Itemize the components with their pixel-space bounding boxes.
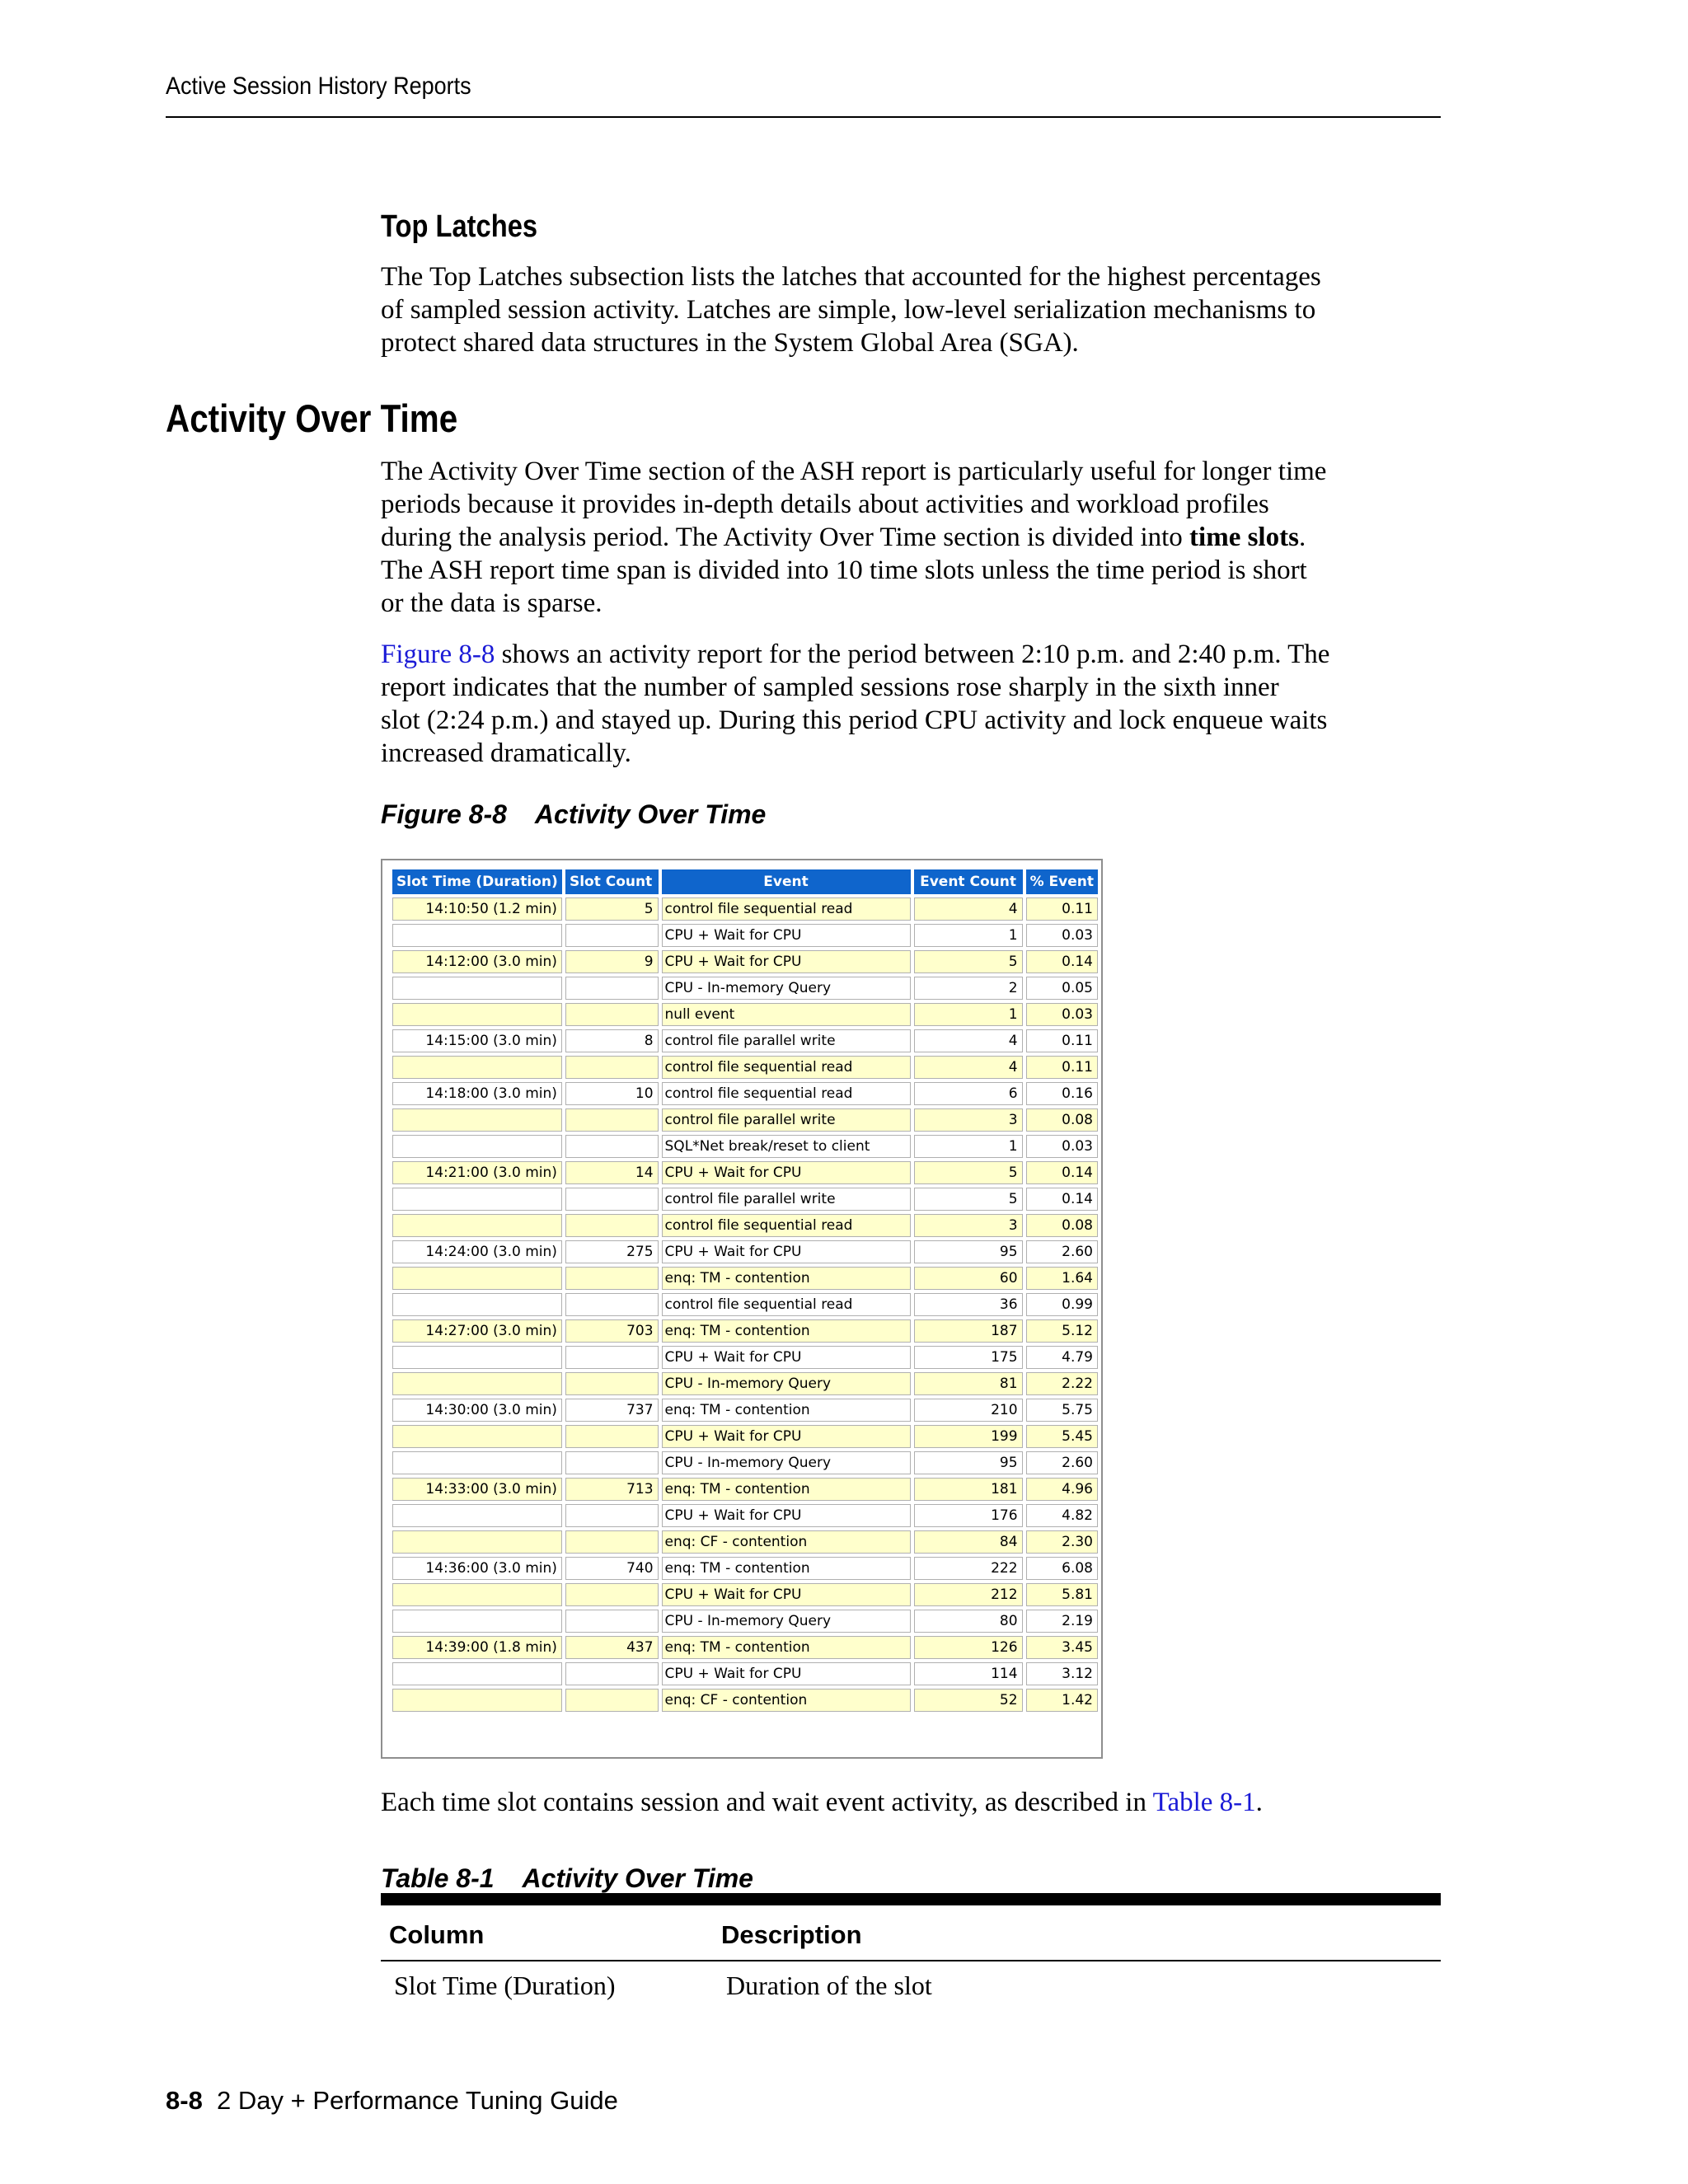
- table-cell-description: Duration of the slot: [726, 1971, 932, 2000]
- text-line: or the data is sparse.: [381, 588, 603, 618]
- event-cell: CPU - In-memory Query: [662, 1610, 911, 1633]
- text-line: The Top Latches subsection lists the latches that accounted for the highest percentages: [381, 262, 1321, 292]
- event-cell: enq: TM - contention: [662, 1636, 911, 1659]
- event-cell: CPU + Wait for CPU: [662, 1662, 911, 1685]
- percent-event-cell: 5.12: [1026, 1319, 1098, 1343]
- table-8-1-link[interactable]: Table 8-1: [1152, 1788, 1256, 1817]
- event-count-cell: 1: [914, 924, 1023, 947]
- slot-count-cell: [565, 1530, 659, 1554]
- event-cell: control file parallel write: [662, 1108, 911, 1132]
- event-cell: control file sequential read: [662, 1214, 911, 1237]
- percent-event-cell: 0.03: [1026, 1135, 1098, 1158]
- slot-time-cell: [392, 1530, 562, 1554]
- slot-count-cell: 10: [565, 1082, 659, 1105]
- slot-time-cell: [392, 1662, 562, 1685]
- event-cell: CPU + Wait for CPU: [662, 950, 911, 973]
- slot-count-cell: [565, 1662, 659, 1685]
- table-row: [392, 1003, 1098, 1026]
- slot-time-cell: [392, 1108, 562, 1132]
- slot-count-cell: [565, 1293, 659, 1316]
- event-cell: enq: TM - contention: [662, 1267, 911, 1290]
- top-latches-heading: Top Latches: [381, 209, 538, 244]
- header-rule: [166, 116, 1441, 118]
- table-row: [392, 1530, 1098, 1554]
- percent-event-cell: 1.42: [1026, 1689, 1098, 1712]
- table-title: Activity Over Time: [522, 1863, 753, 1893]
- slot-time-cell: [392, 1583, 562, 1606]
- event-cell: CPU + Wait for CPU: [662, 1504, 911, 1527]
- event-count-cell: 81: [914, 1372, 1023, 1395]
- slot-time-cell: [392, 1689, 562, 1712]
- percent-event-cell: 3.12: [1026, 1662, 1098, 1685]
- percent-event-cell: 4.79: [1026, 1346, 1098, 1369]
- slot-count-cell: 8: [565, 1029, 659, 1052]
- text-fragment: shows an activity report for the period between 2:10 p.m. and 2:40 p.m. The: [495, 640, 1330, 669]
- table-row: [392, 1267, 1098, 1290]
- event-count-cell: 4: [914, 898, 1023, 921]
- text-fragment: .: [1298, 523, 1306, 552]
- table-row: [392, 1188, 1098, 1211]
- column-header: Event: [662, 869, 911, 894]
- slot-count-cell: [565, 1689, 659, 1712]
- slot-count-cell: 437: [565, 1636, 659, 1659]
- event-cell: enq: TM - contention: [662, 1319, 911, 1343]
- table-row: [392, 1504, 1098, 1527]
- event-cell: CPU + Wait for CPU: [662, 1240, 911, 1263]
- table-row: [392, 1689, 1098, 1712]
- percent-event-cell: 0.11: [1026, 1029, 1098, 1052]
- table-row: [392, 950, 1098, 973]
- percent-event-cell: 4.82: [1026, 1504, 1098, 1527]
- percent-event-cell: 0.03: [1026, 924, 1098, 947]
- activity-paragraph-3: [381, 1786, 1448, 1819]
- slot-count-cell: 275: [565, 1240, 659, 1263]
- slot-time-cell: [392, 1003, 562, 1026]
- event-cell: CPU + Wait for CPU: [662, 1161, 911, 1184]
- percent-event-cell: 0.14: [1026, 1161, 1098, 1184]
- slot-time-cell: 14:39:00 (1.8 min): [392, 1636, 562, 1659]
- table-row: [392, 977, 1098, 1000]
- percent-event-cell: 0.14: [1026, 1188, 1098, 1211]
- column-header: Slot Count: [565, 869, 659, 894]
- slot-time-cell: 14:15:00 (3.0 min): [392, 1029, 562, 1052]
- table-row: [392, 1293, 1098, 1316]
- event-count-cell: 3: [914, 1108, 1023, 1132]
- event-cell: CPU + Wait for CPU: [662, 1425, 911, 1448]
- percent-event-cell: 2.30: [1026, 1530, 1098, 1554]
- percent-event-cell: 0.14: [1026, 950, 1098, 973]
- table-row: [392, 1135, 1098, 1158]
- slot-count-cell: [565, 1108, 659, 1132]
- event-cell: control file sequential read: [662, 1082, 911, 1105]
- page-footer: [166, 2086, 618, 2116]
- event-cell: control file sequential read: [662, 898, 911, 921]
- table-row: [392, 1583, 1098, 1606]
- column-header: Column: [389, 1920, 485, 1949]
- slot-count-cell: 740: [565, 1557, 659, 1580]
- slot-count-cell: [565, 1346, 659, 1369]
- book-title: 2 Day + Performance Tuning Guide: [217, 2086, 618, 2115]
- table-row: [392, 1636, 1098, 1659]
- activity-over-time-heading: Activity Over Time: [166, 396, 458, 440]
- percent-event-cell: 0.99: [1026, 1293, 1098, 1316]
- table-row: [392, 1399, 1098, 1422]
- slot-time-cell: [392, 1188, 562, 1211]
- slot-time-cell: [392, 977, 562, 1000]
- activity-figure: [381, 859, 1103, 1759]
- page-number: 8-8: [166, 2086, 203, 2115]
- bold-term: time slots: [1189, 523, 1299, 552]
- event-count-cell: 126: [914, 1636, 1023, 1659]
- slot-time-cell: [392, 1372, 562, 1395]
- text-fragment: .: [1255, 1788, 1263, 1817]
- slot-count-cell: [565, 924, 659, 947]
- activity-paragraph-1: [381, 455, 1448, 620]
- slot-count-cell: [565, 1504, 659, 1527]
- table-row: [392, 1372, 1098, 1395]
- percent-event-cell: 2.60: [1026, 1451, 1098, 1474]
- event-cell: null event: [662, 1003, 911, 1026]
- event-count-cell: 1: [914, 1003, 1023, 1026]
- table-row: [392, 1557, 1098, 1580]
- description-header: Description: [721, 1920, 862, 1949]
- event-cell: CPU - In-memory Query: [662, 1451, 911, 1474]
- event-cell: CPU - In-memory Query: [662, 977, 911, 1000]
- slot-time-cell: [392, 1135, 562, 1158]
- event-count-cell: 36: [914, 1293, 1023, 1316]
- activity-paragraph-2: [381, 638, 1448, 770]
- slot-count-cell: [565, 1003, 659, 1026]
- running-head: Active Session History Reports: [166, 73, 471, 100]
- event-count-cell: 84: [914, 1530, 1023, 1554]
- table-row: [392, 1214, 1098, 1237]
- slot-count-cell: [565, 1267, 659, 1290]
- slot-count-cell: [565, 977, 659, 1000]
- percent-event-cell: 1.64: [1026, 1267, 1098, 1290]
- event-count-cell: 176: [914, 1504, 1023, 1527]
- event-count-cell: 52: [914, 1689, 1023, 1712]
- column-header: Event Count: [914, 869, 1023, 894]
- slot-time-cell: [392, 1346, 562, 1369]
- event-cell: CPU - In-memory Query: [662, 1372, 911, 1395]
- table-header-rule: [381, 1960, 1441, 1961]
- figure-caption: [381, 799, 766, 830]
- slot-count-cell: [565, 1451, 659, 1474]
- slot-count-cell: 9: [565, 950, 659, 973]
- slot-time-cell: 14:27:00 (3.0 min): [392, 1319, 562, 1343]
- percent-event-cell: 3.45: [1026, 1636, 1098, 1659]
- slot-count-cell: [565, 1188, 659, 1211]
- percent-event-cell: 5.45: [1026, 1425, 1098, 1448]
- table-row: [392, 1610, 1098, 1633]
- percent-event-cell: 0.03: [1026, 1003, 1098, 1026]
- event-count-cell: 95: [914, 1240, 1023, 1263]
- slot-time-cell: [392, 1504, 562, 1527]
- event-cell: enq: TM - contention: [662, 1478, 911, 1501]
- table-header-row: [392, 869, 1098, 894]
- table-row: [392, 1451, 1098, 1474]
- event-cell: CPU + Wait for CPU: [662, 1583, 911, 1606]
- table-row: [392, 1029, 1098, 1052]
- activity-over-time-table: [389, 866, 1101, 1715]
- text-line: The Activity Over Time section of the ASH report is particularly useful for longer time: [381, 457, 1327, 486]
- slot-count-cell: [565, 1135, 659, 1158]
- event-cell: SQL*Net break/reset to client: [662, 1135, 911, 1158]
- figure-8-8-link[interactable]: Figure 8-8: [381, 640, 495, 669]
- event-cell: enq: CF - contention: [662, 1530, 911, 1554]
- percent-event-cell: 2.19: [1026, 1610, 1098, 1633]
- table-top-rule: [381, 1893, 1441, 1905]
- table-row: [392, 1319, 1098, 1343]
- event-cell: enq: TM - contention: [662, 1399, 911, 1422]
- event-count-cell: 212: [914, 1583, 1023, 1606]
- event-count-cell: 187: [914, 1319, 1023, 1343]
- slot-time-cell: [392, 1056, 562, 1079]
- event-count-cell: 5: [914, 1188, 1023, 1211]
- slot-time-cell: [392, 924, 562, 947]
- event-count-cell: 181: [914, 1478, 1023, 1501]
- event-count-cell: 175: [914, 1346, 1023, 1369]
- slot-count-cell: 713: [565, 1478, 659, 1501]
- event-cell: CPU + Wait for CPU: [662, 924, 911, 947]
- percent-event-cell: 0.05: [1026, 977, 1098, 1000]
- table-cell-column: Slot Time (Duration): [394, 1971, 616, 2000]
- text-line: [381, 638, 1448, 671]
- table-caption: [381, 1863, 753, 1894]
- event-cell: control file parallel write: [662, 1188, 911, 1211]
- slot-count-cell: [565, 1425, 659, 1448]
- slot-time-cell: 14:36:00 (3.0 min): [392, 1557, 562, 1580]
- text-fragment: Each time slot contains session and wait event activity, as described in: [381, 1788, 1153, 1817]
- slot-time-cell: [392, 1425, 562, 1448]
- slot-time-cell: [392, 1214, 562, 1237]
- percent-event-cell: 0.11: [1026, 898, 1098, 921]
- text-line: [381, 521, 1448, 554]
- text-fragment: during the analysis period. The Activity Over Time section is divided into: [381, 523, 1190, 552]
- table-row: [392, 1478, 1098, 1501]
- table-row: [392, 1082, 1098, 1105]
- slot-time-cell: 14:12:00 (3.0 min): [392, 950, 562, 973]
- table-row: [392, 1662, 1098, 1685]
- event-cell: enq: CF - contention: [662, 1689, 911, 1712]
- slot-time-cell: [392, 1451, 562, 1474]
- slot-count-cell: [565, 1372, 659, 1395]
- text-line: [381, 1786, 1448, 1819]
- top-latches-paragraph: [381, 260, 1448, 359]
- figure-label: Figure 8-8: [381, 799, 507, 829]
- slot-time-cell: [392, 1293, 562, 1316]
- column-header: Slot Time (Duration): [392, 869, 562, 894]
- slot-count-cell: 14: [565, 1161, 659, 1184]
- text-line: The ASH report time span is divided into 10 time slots unless the time period is short: [381, 555, 1307, 585]
- percent-event-cell: 0.16: [1026, 1082, 1098, 1105]
- text-line: slot (2:24 p.m.) and stayed up. During this period CPU activity and lock enqueue waits: [381, 705, 1328, 735]
- table-row: [392, 1346, 1098, 1369]
- event-count-cell: 60: [914, 1267, 1023, 1290]
- event-cell: control file parallel write: [662, 1029, 911, 1052]
- event-count-cell: 222: [914, 1557, 1023, 1580]
- event-count-cell: 6: [914, 1082, 1023, 1105]
- event-cell: control file sequential read: [662, 1293, 911, 1316]
- text-line: protect shared data structures in the System Global Area (SGA).: [381, 328, 1079, 358]
- event-count-cell: 1: [914, 1135, 1023, 1158]
- slot-time-cell: [392, 1267, 562, 1290]
- event-cell: control file sequential read: [662, 1056, 911, 1079]
- slot-time-cell: 14:18:00 (3.0 min): [392, 1082, 562, 1105]
- table-row: [392, 1240, 1098, 1263]
- slot-count-cell: [565, 1610, 659, 1633]
- column-header: % Event: [1026, 869, 1098, 894]
- table-label: Table 8-1: [381, 1863, 495, 1893]
- slot-time-cell: 14:33:00 (3.0 min): [392, 1478, 562, 1501]
- percent-event-cell: 0.08: [1026, 1108, 1098, 1132]
- text-line: report indicates that the number of sampled sessions rose sharply in the sixth inner: [381, 673, 1279, 702]
- event-count-cell: 4: [914, 1029, 1023, 1052]
- event-count-cell: 4: [914, 1056, 1023, 1079]
- event-count-cell: 210: [914, 1399, 1023, 1422]
- slot-time-cell: 14:10:50 (1.2 min): [392, 898, 562, 921]
- event-count-cell: 2: [914, 977, 1023, 1000]
- table-row: [392, 1425, 1098, 1448]
- percent-event-cell: 2.22: [1026, 1372, 1098, 1395]
- figure-title: Activity Over Time: [534, 799, 767, 829]
- table-row: [392, 1056, 1098, 1079]
- table-row: [392, 1161, 1098, 1184]
- slot-count-cell: 5: [565, 898, 659, 921]
- event-count-cell: 80: [914, 1610, 1023, 1633]
- table-row: [392, 898, 1098, 921]
- text-line: increased dramatically.: [381, 738, 631, 768]
- event-count-cell: 95: [914, 1451, 1023, 1474]
- percent-event-cell: 5.81: [1026, 1583, 1098, 1606]
- slot-time-cell: 14:30:00 (3.0 min): [392, 1399, 562, 1422]
- slot-count-cell: [565, 1056, 659, 1079]
- slot-time-cell: 14:24:00 (3.0 min): [392, 1240, 562, 1263]
- table-row: [392, 1108, 1098, 1132]
- event-count-cell: 3: [914, 1214, 1023, 1237]
- slot-time-cell: [392, 1610, 562, 1633]
- event-count-cell: 5: [914, 950, 1023, 973]
- percent-event-cell: 2.60: [1026, 1240, 1098, 1263]
- slot-count-cell: [565, 1583, 659, 1606]
- slot-count-cell: 703: [565, 1319, 659, 1343]
- text-line: periods because it provides in-depth details about activities and workload profiles: [381, 490, 1269, 519]
- event-cell: enq: TM - contention: [662, 1557, 911, 1580]
- percent-event-cell: 6.08: [1026, 1557, 1098, 1580]
- percent-event-cell: 5.75: [1026, 1399, 1098, 1422]
- table-row: [392, 924, 1098, 947]
- percent-event-cell: 0.08: [1026, 1214, 1098, 1237]
- event-cell: CPU + Wait for CPU: [662, 1346, 911, 1369]
- event-count-cell: 114: [914, 1662, 1023, 1685]
- slot-time-cell: 14:21:00 (3.0 min): [392, 1161, 562, 1184]
- slot-count-cell: 737: [565, 1399, 659, 1422]
- event-count-cell: 199: [914, 1425, 1023, 1448]
- percent-event-cell: 0.11: [1026, 1056, 1098, 1079]
- percent-event-cell: 4.96: [1026, 1478, 1098, 1501]
- event-count-cell: 5: [914, 1161, 1023, 1184]
- slot-count-cell: [565, 1214, 659, 1237]
- text-line: of sampled session activity. Latches are simple, low-level serialization mechanisms to: [381, 295, 1316, 325]
